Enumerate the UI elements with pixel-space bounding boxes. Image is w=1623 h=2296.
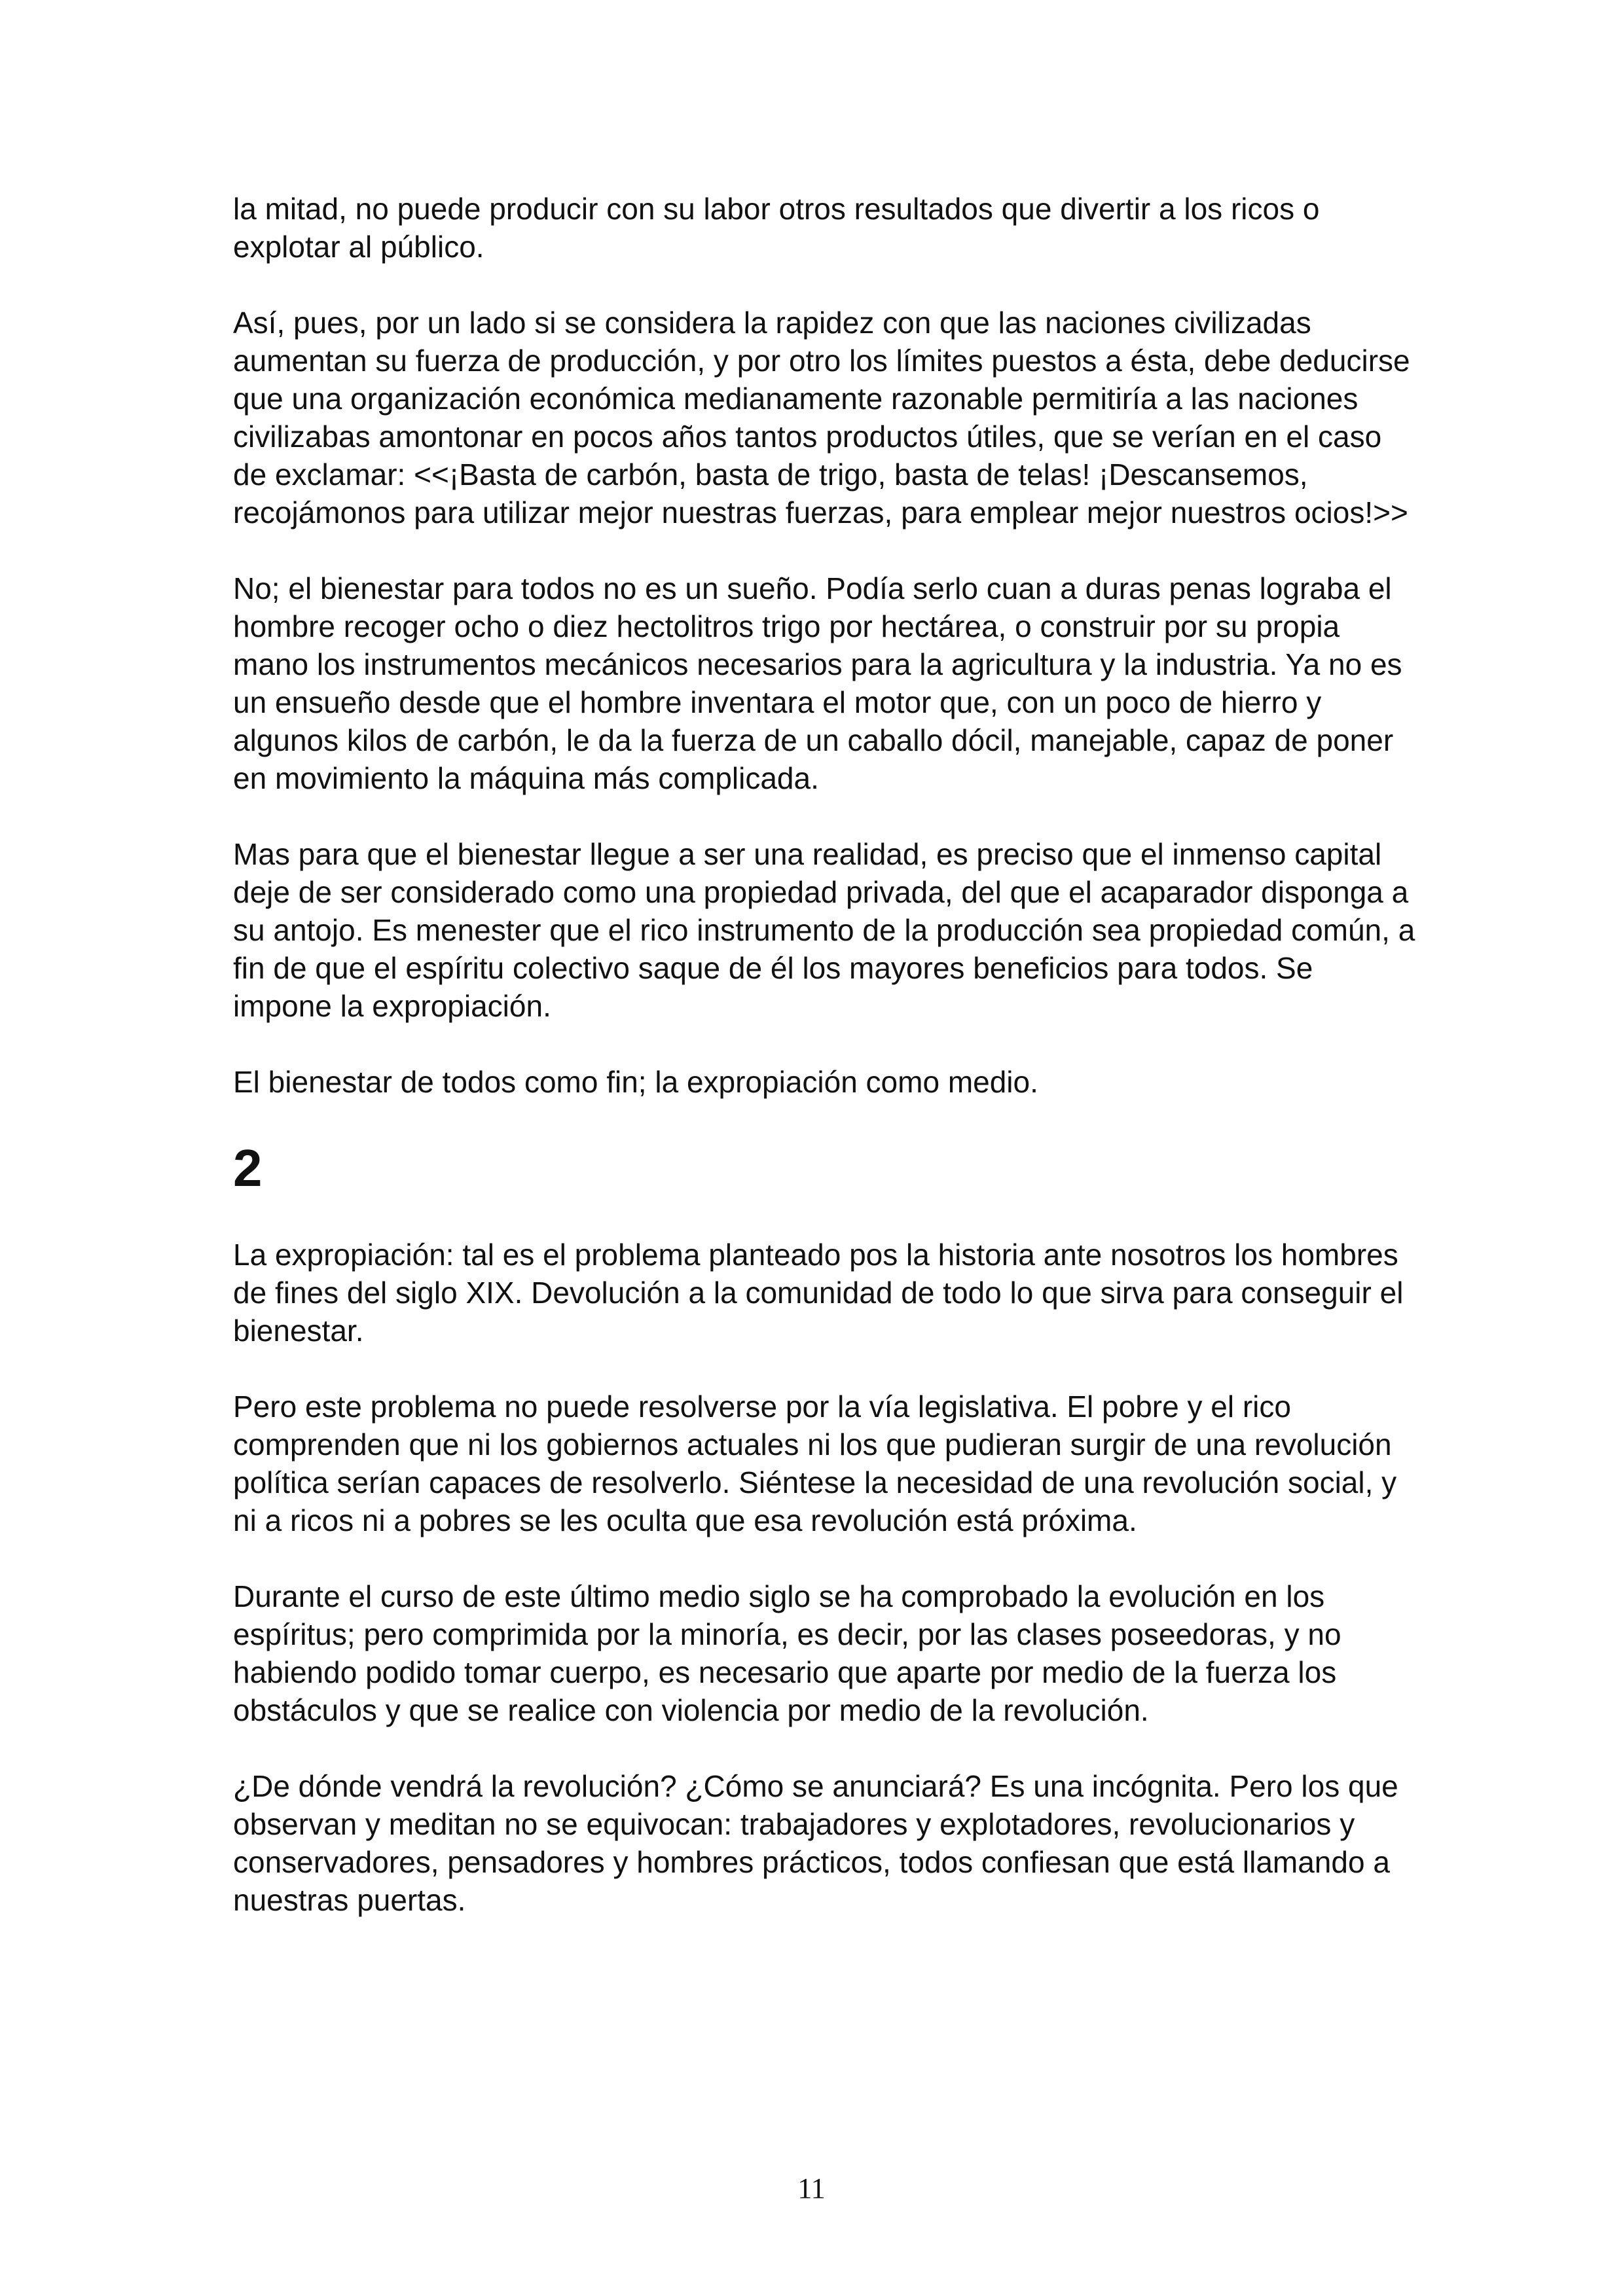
paragraph: Así, pues, por un lado si se considera la rapidez con que las naciones civilizadas aumentan su fuerza de producción, y por otro los límites puestos a ésta, debe deducirse que una organización económica medianamente razonable permitiría a las naciones civilizabas amontonar en pocos años tantos productos útiles, que se verían en el caso de exclamar: <<¡Basta de carbón, basta de trigo, basta de telas! ¡Descansemos, recojámonos para utilizar mejor nuestras fuerzas, para emplear mejor nuestros ocios!>> <box>233 306 1410 529</box>
paragraph: la mitad, no puede producir con su labor otros resultados que divertir a los ricos o explotar al público. <box>233 192 1320 264</box>
section-heading: 2 <box>233 1139 263 1197</box>
page-number: 11 <box>797 2172 826 2204</box>
paragraph: Pero este problema no puede resolverse por la vía legislativa. El pobre y el rico comprenden que ni los gobiernos actuales ni los que pudieran surgir de una revolución política serían capaces de resolverlo. Siéntese la necesidad de una revolución social, y ni a ricos ni a pobres se les oculta que esa revolución está próxima. <box>233 1390 1397 1537</box>
paragraph: No; el bienestar para todos no es un sueño. Podía serlo cuan a duras penas lograba el hombre recoger ocho o diez hectolitros trigo por hectárea, o construir por su propia mano los instrumentos mecánicos necesarios para la agricultura y la industria. Ya no es un ensueño desde que el hombre inventara el motor que, con un poco de hierro y algunos kilos de carbón, le da la fuerza de un caballo dócil, manejable, capaz de poner en movimiento la máquina más complicada. <box>233 571 1402 795</box>
paragraph: Mas para que el bienestar llegue a ser una realidad, es preciso que el inmenso capital deje de ser considerado como una propiedad privada, del que el acaparador disponga a su antojo. Es menester que el rico instrumento de la producción sea propiedad común, a fin de que el espíritu colectivo saque de él los mayores beneficios para todos. Se impone la expropiación. <box>233 837 1415 1023</box>
paragraph: ¿De dónde vendrá la revolución? ¿Cómo se anunciará? Es una incógnita. Pero los que observan y meditan no se equivocan: trabajadores y explotadores, revolucionarios y conservadores, pensadores y hombres prácticos, todos confiesan que está llamando a nuestras puertas. <box>233 1769 1398 1917</box>
paragraph: Durante el curso de este último medio siglo se ha comprobado la evolución en los espíritus; pero comprimida por la minoría, es decir, por las clases poseedoras, y no habiendo podido tomar cuerpo, es necesario que aparte por medio de la fuerza los obstáculos y que se realice con violencia por medio de la revolución. <box>233 1579 1341 1727</box>
page-body <box>233 190 1418 1919</box>
paragraph: El bienestar de todos como fin; la expropiación como medio. <box>233 1065 1038 1099</box>
paragraph: La expropiación: tal es el problema planteado pos la historia ante nosotros los hombres de fines del siglo XIX. Devolución a la comunidad de todo lo que sirva para conseguir el bienestar. <box>233 1238 1404 1348</box>
